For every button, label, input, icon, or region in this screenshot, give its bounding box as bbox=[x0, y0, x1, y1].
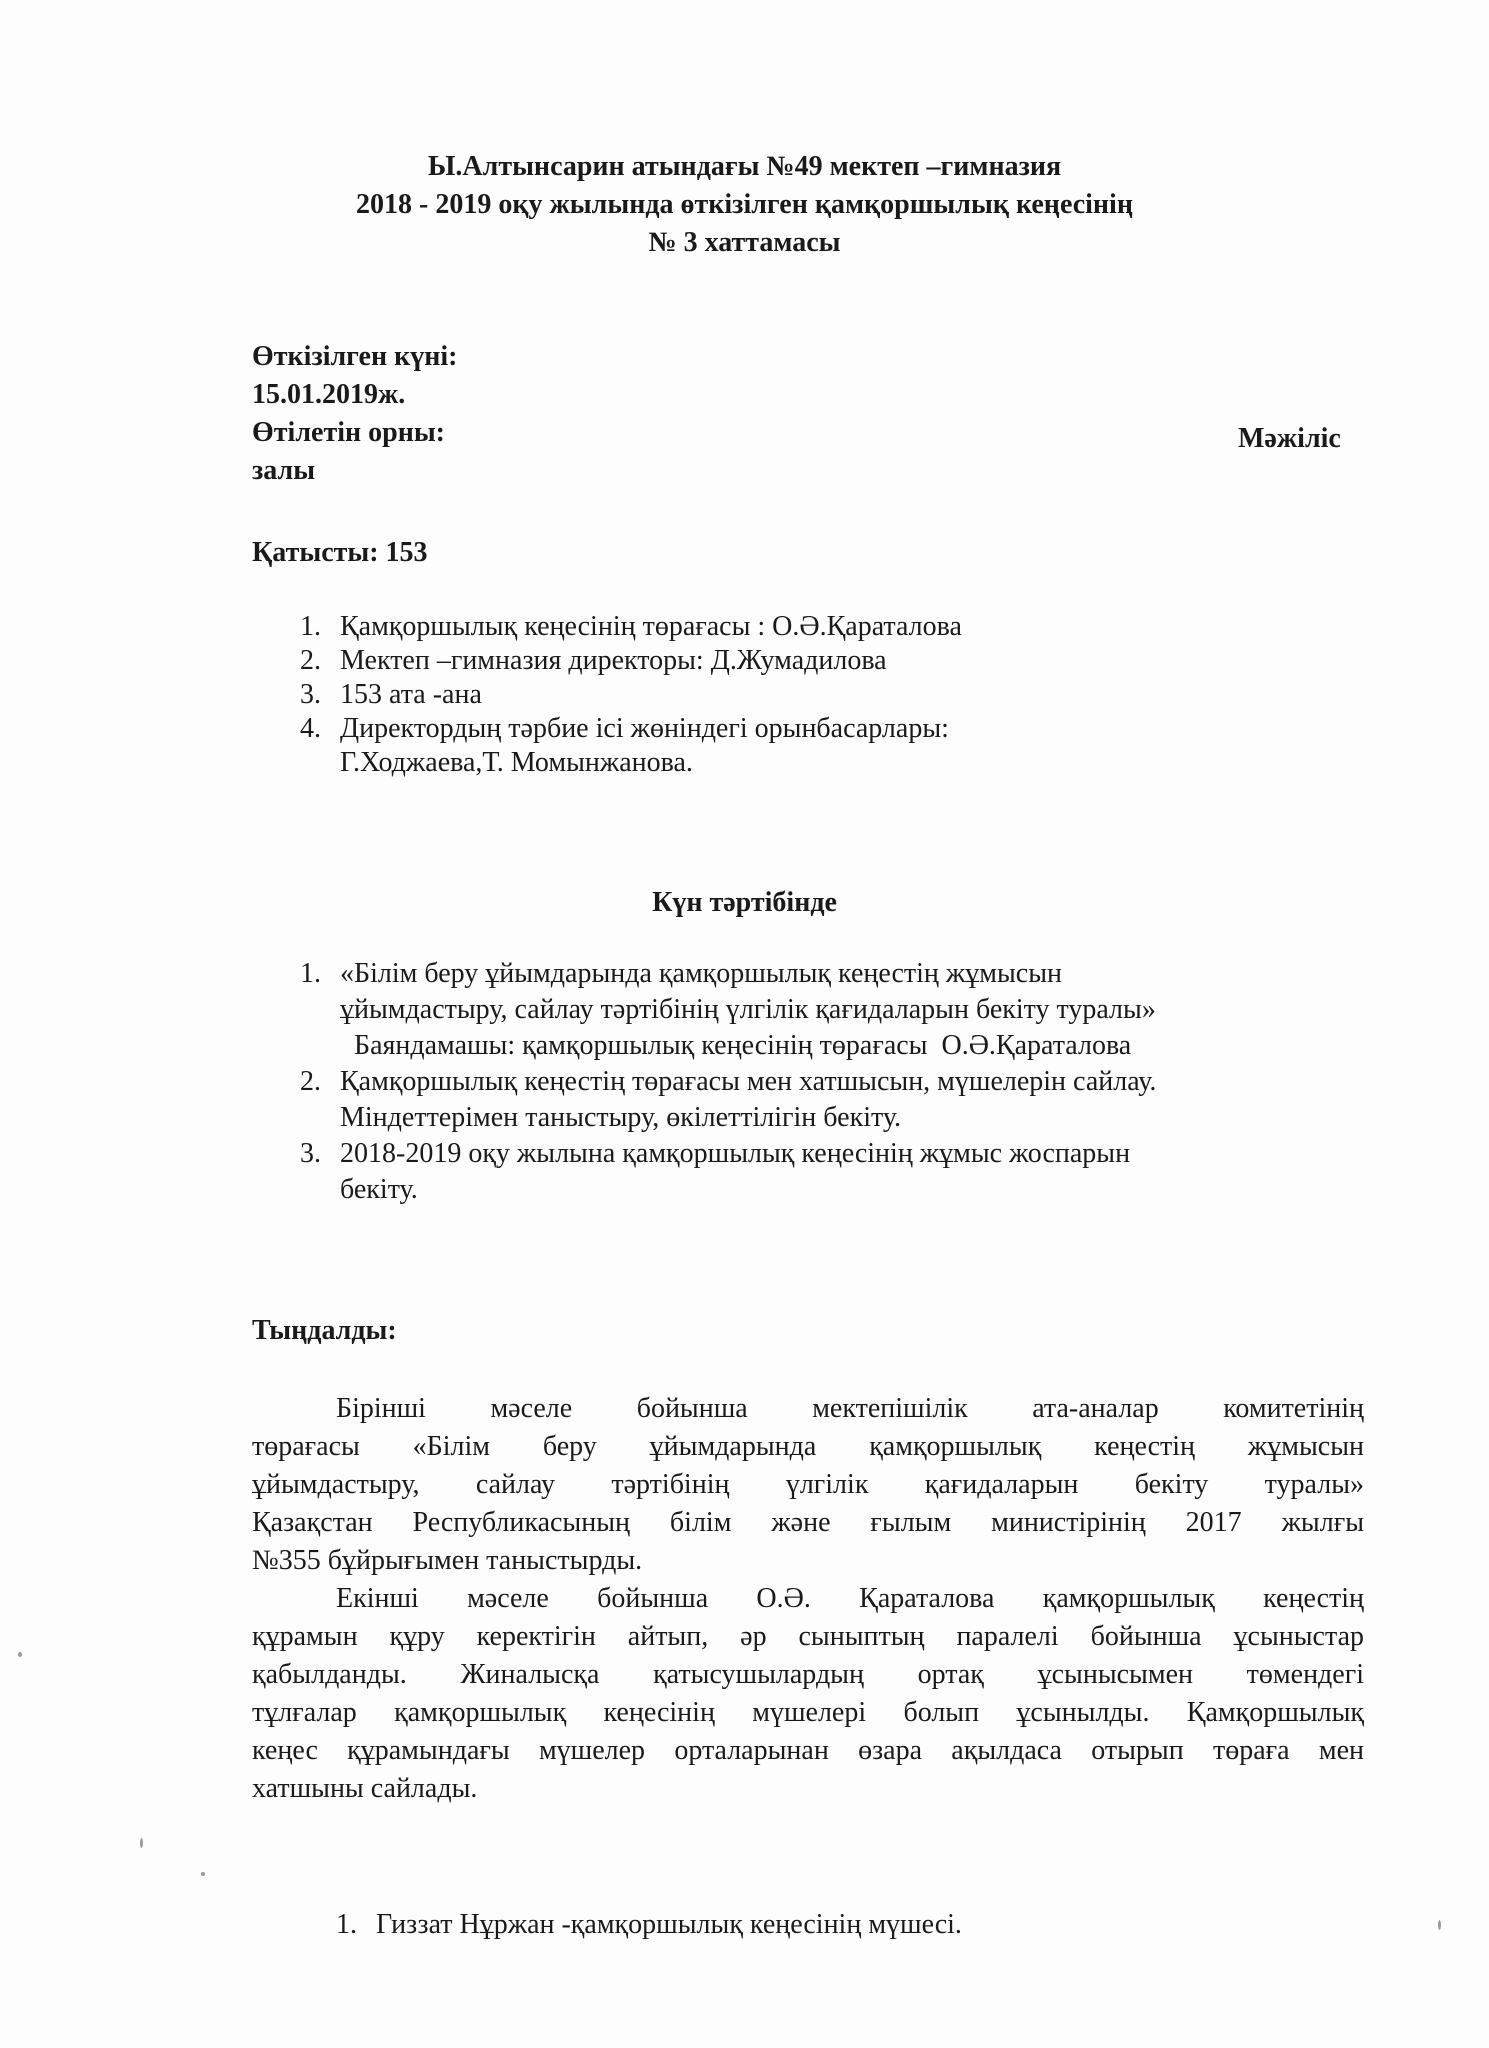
list-item bbox=[300, 1136, 1156, 1208]
date-label: Өткізілген күні: bbox=[252, 341, 458, 372]
paragraph-second-issue bbox=[252, 1580, 1364, 1808]
paragraph-line: Екінші мәселе бойынша О.Ә. Қараталова қамқоршылық кеңестің bbox=[336, 1583, 1364, 1614]
list-item-text: 2018-2019 оқу жылына қамқоршылық кеңесінің жұмыс жоспарын bbox=[340, 1138, 1131, 1169]
list-item-number: 3. bbox=[300, 1138, 321, 1169]
paragraph-line: кеңес құрамындағы мүшелер орталарынан өзара ақылдаса отырып төраға мен bbox=[252, 1735, 1364, 1766]
list-item-number: 1. bbox=[336, 1909, 357, 1940]
attendance-count: Қатысты: 153 bbox=[252, 537, 428, 568]
list-item-text: Мектеп –гимназия директоры: Д.Жумадилова bbox=[340, 645, 887, 676]
list-item-text: бекіту. bbox=[340, 1174, 418, 1205]
paragraph-line: қабылданды. Жиналысқа қатысушылардың ортақ ұсынысымен төмендегі bbox=[252, 1659, 1364, 1690]
paragraph-first-issue bbox=[252, 1390, 1364, 1580]
paragraph-line: Қазақстан Республикасының білім және ғылым министірінің 2017 жылғы bbox=[252, 1507, 1364, 1538]
document-header bbox=[0, 148, 1489, 262]
date-value: 15.01.2019ж. bbox=[252, 379, 406, 410]
list-item-text: Міндеттерімен таныстыру, өкілеттілігін бекіту. bbox=[340, 1102, 902, 1133]
list-item-number: 2. bbox=[300, 645, 321, 676]
list-item-text: 153 ата -ана bbox=[340, 679, 482, 710]
list-item bbox=[300, 1064, 1156, 1136]
scan-speck bbox=[201, 1872, 205, 1876]
header-council-title: 2018 - 2019 оқу жылында өткізілген қамқоршылық кеңесінің bbox=[356, 189, 1133, 220]
paragraph-line: хатшыны сайлады. bbox=[252, 1773, 478, 1804]
paragraph-line: ұйымдастыру, сайлау тәртібінің үлгілік қағидаларын бекіту туралы» bbox=[252, 1469, 1364, 1500]
list-item-text: Г.Ходжаева,Т. Момынжанова. bbox=[340, 747, 693, 778]
venue-label: Өтілетін орны: bbox=[252, 417, 446, 448]
scan-speck bbox=[140, 1838, 143, 1848]
list-item bbox=[300, 610, 962, 644]
paragraph-line: құрамын құру керектігін айтып, әр сыныптың паралелі бойынша ұсыныстар bbox=[252, 1621, 1364, 1652]
paragraph-line: №355 бұйрығымен таныстырды. bbox=[252, 1545, 643, 1576]
venue-value-continued: залы bbox=[252, 455, 316, 486]
list-item-text: Директордың тәрбие ісі жөніндегі орынбасарлары: bbox=[340, 713, 949, 744]
members-list bbox=[336, 1908, 962, 1942]
list-item-text: ұйымдастыру, сайлау тәртібінің үлгілік қағидаларын бекіту туралы» bbox=[340, 994, 1156, 1025]
list-item bbox=[300, 956, 1156, 1064]
meeting-meta bbox=[252, 338, 457, 490]
list-item-text: Гиззат Нұржан -қамқоршылық кеңесінің мүшесі. bbox=[376, 1909, 962, 1940]
header-protocol-number: № 3 хаттамасы bbox=[648, 227, 841, 258]
list-item-number: 1. bbox=[300, 611, 321, 642]
participants-list bbox=[300, 610, 962, 780]
list-item-number: 3. bbox=[300, 679, 321, 710]
heard-title: Тыңдалды: bbox=[252, 1315, 397, 1346]
venue-value: Мәжіліс bbox=[1238, 423, 1341, 454]
list-item bbox=[300, 678, 962, 712]
paragraph-line: тұлғалар қамқоршылық кеңесінің мүшелері болып ұсынылды. Қамқоршылық bbox=[252, 1697, 1364, 1728]
list-item-number: 1. bbox=[300, 958, 321, 989]
list-item-number: 2. bbox=[300, 1066, 321, 1097]
list-item-text: Қамқоршылық кеңесінің төрағасы : О.Ә.Қараталова bbox=[340, 611, 962, 642]
agenda-list bbox=[300, 956, 1156, 1208]
list-item-text: «Білім беру ұйымдарында қамқоршылық кеңестің жұмысын bbox=[340, 958, 1063, 989]
header-school-name: Ы.Алтынсарин атындағы №49 мектеп –гимназия bbox=[427, 151, 1062, 182]
list-item-text: Қамқоршылық кеңестің төрағасы мен хатшысын, мүшелерін сайлау. bbox=[340, 1066, 1157, 1097]
paragraph-line: Бірінші мәселе бойынша мектепішілік ата-аналар комитетінің bbox=[336, 1393, 1364, 1424]
scan-speck bbox=[1438, 1920, 1441, 1930]
list-item bbox=[300, 644, 962, 678]
list-item-text: Баяндамашы: қамқоршылық кеңесінің төрағасы О.Ә.Қараталова bbox=[340, 1030, 1132, 1061]
list-item bbox=[336, 1908, 962, 1942]
scan-speck bbox=[18, 1652, 22, 1657]
paragraph-line: төрағасы «Білім беру ұйымдарында қамқоршылық кеңестің жұмысын bbox=[252, 1431, 1364, 1462]
agenda-title: Күн тәртібінде bbox=[652, 887, 837, 918]
list-item-number: 4. bbox=[300, 713, 321, 744]
list-item bbox=[300, 712, 962, 780]
